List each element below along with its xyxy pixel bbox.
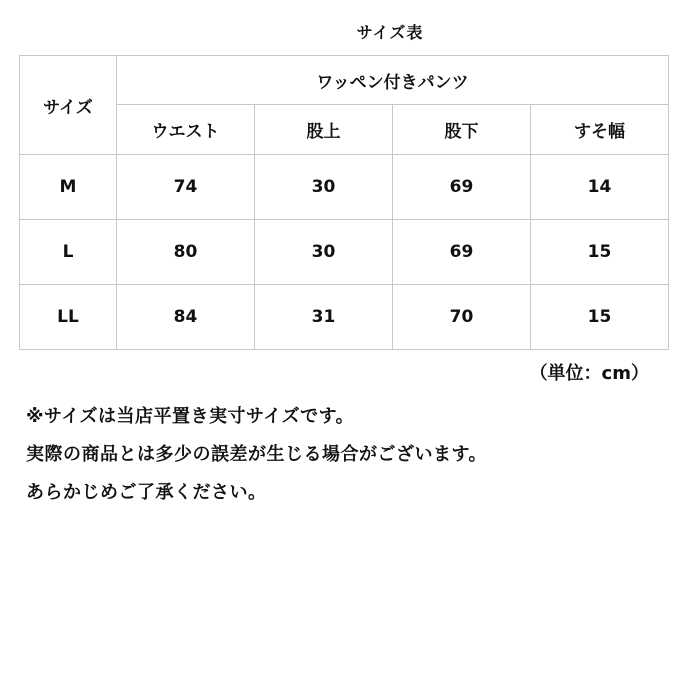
table-cell: 74 — [117, 155, 255, 220]
table-cell: 70 — [393, 285, 531, 350]
table-cell: 84 — [117, 285, 255, 350]
size-column-header: サイズ — [20, 56, 117, 155]
table-cell: 15 — [531, 220, 669, 285]
table-subheader-row — [20, 105, 669, 155]
table-cell: 14 — [531, 155, 669, 220]
table-cell: 30 — [255, 155, 393, 220]
unit-label: （単位：cm） — [529, 363, 649, 384]
table-row — [20, 285, 669, 350]
page-title: サイズ表 — [356, 23, 424, 42]
row-size-label: M — [20, 155, 117, 220]
row-size-label: L — [20, 220, 117, 285]
table-cell: 30 — [255, 220, 393, 285]
table-cell: 69 — [393, 155, 531, 220]
table-row — [20, 220, 669, 285]
note-line: ※サイズは当店平置き実寸サイズです。 — [26, 406, 355, 427]
column-header-inseam: 股下 — [393, 105, 531, 155]
row-size-label: LL — [20, 285, 117, 350]
note-line: 実際の商品とは多少の誤差が生じる場合がございます。 — [26, 444, 488, 465]
column-header-hem-width: すそ幅 — [531, 105, 669, 155]
notes — [26, 398, 487, 512]
table-header-row — [20, 56, 669, 105]
table-cell: 15 — [531, 285, 669, 350]
table-cell: 31 — [255, 285, 393, 350]
size-table — [19, 55, 669, 350]
table-cell: 80 — [117, 220, 255, 285]
column-header-rise: 股上 — [255, 105, 393, 155]
note-line: あらかじめご了承ください。 — [26, 482, 267, 503]
column-header-waist: ウエスト — [117, 105, 255, 155]
table-row — [20, 155, 669, 220]
product-group-header: ワッペン付きパンツ — [117, 56, 669, 105]
table-cell: 69 — [393, 220, 531, 285]
